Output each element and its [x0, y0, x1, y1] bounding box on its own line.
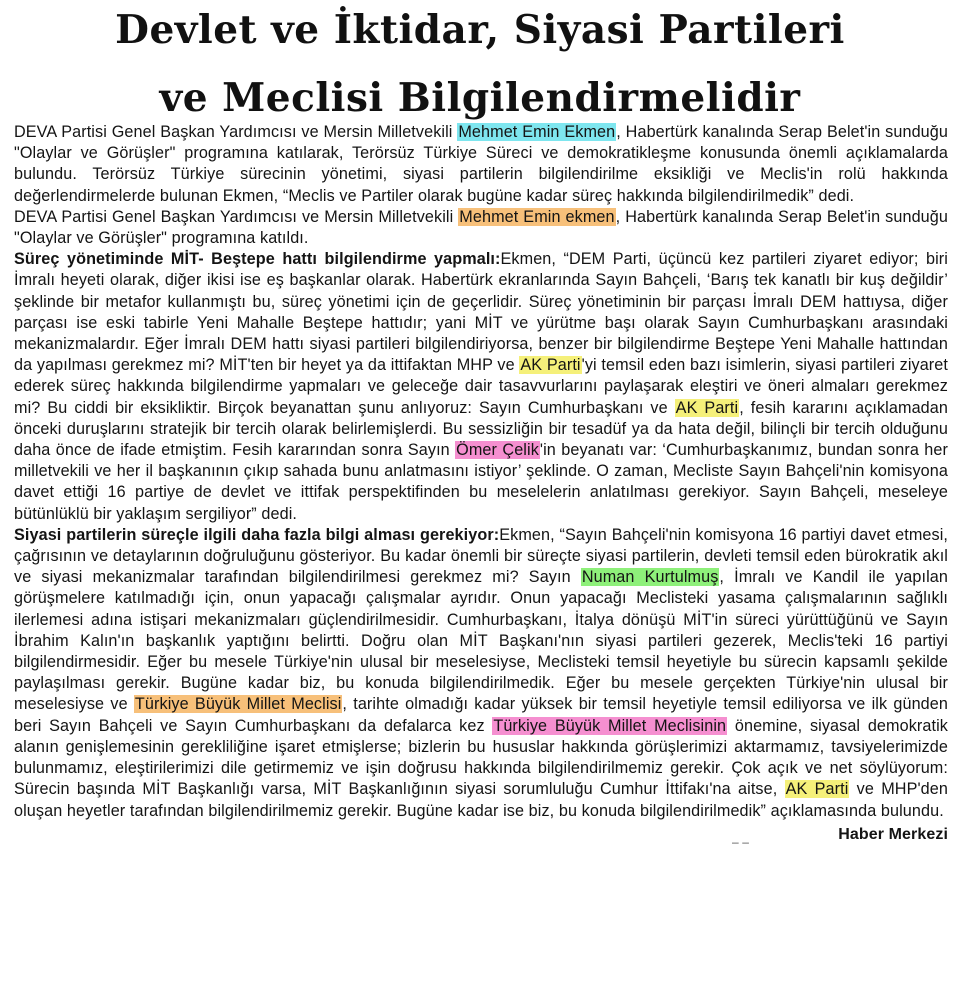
text-run: Ekmen, “Sayın Bahçeli'nin komisyona 16 partiyi davet etmesi, çağrısının ve detaylarının doğruluğunu gösteriyor. Bu kadar önemli bir süreçte siyasi partilerin, devleti temsil eden bürokratik akıl ve siyasi mekanizmalar tarafından bilgilendirilmesi gerekmez mi? Sayın — [14, 525, 948, 587]
text-run: DEVA Partisi Genel Başkan Yardımcısı ve Mersin Milletvekili — [14, 123, 458, 141]
section-heading: Süreç yönetiminde MİT- Beştepe hattı bilgilendirme yapmalı: — [14, 250, 501, 269]
text-run: Ekmen, “DEM Parti, üçüncü kez partileri ziyaret ediyor; biri İmralı heyeti olarak, diğer ikisi ise eş başkanlar olarak. Habertürk ekranlarında Sayın Bahçeli, ‘Barış tek kanatlı bir kuş değildir’ şeklinde bir metafor kullanmıştı bu, süreç yönetimi için de geçerlidir. Süreç yönetiminin bir parçası İmralı DEM hattıysa, diğer parçası ise eski tabirle Yeni Mahalle Beştepe hattıdır; yani MİT ve yürütme başı olarak Sayın Cumhurbaşkanı arasındaki mekanizmalardır. Eğer İmralı DEM hattı siyasi partileri bilgilendiriyorsa, benzer bir bilgilendirme Beştepe Yeni Mahalle hattından da yapılması gerekmez mi? MİT'ten bir heyet ya da ittifaktan MHP ve — [14, 250, 948, 375]
byline-row — [14, 822, 948, 849]
text-run: DEVA Partisi Genel Başkan Yardımcısı ve Mersin Milletvekili — [14, 207, 459, 226]
separator-dash: – – — [732, 834, 749, 849]
text-run: önemine, siyasal demokratik alanın genişlemesinin gerekliliğine işaret etmişlerse; bizlerin bu hususlar hakkında görüşlerimizi aktarmamız, tavsiyelerimizde bulunmamız, eleştirilerimizi dile getirmemiz ve işin doğrusu hakkında bilgilendirilmemiz gerekir. Çok açık ve net söylüyorum: Sürecin başında MİT Başkanlığı varsa, MİT Başkanlığının siyasi sorumluluğu Cumhur İttifakı'na aitse, — [14, 716, 948, 799]
text-run: 'yi temsil eden bazı isimlerin, siyasi partileri ziyaret ederek süreç hakkında bilgilendirme yapmaları ve geleceğe dair tasavvurlarını paylaşarak eleştiri ve öneri almaları gerekmez mi? Bu ciddi bir eksikliktir. Birçok beyanattan şunu anlıyoruz: Sayın Cumhurbaşkanı ve — [14, 356, 948, 417]
highlight-institution: Türkiye Büyük Millet Meclisi — [134, 695, 342, 714]
text-run: , tarihte olmadığı kadar yüksek bir temsil heyetiyle temsil ediliyorsa ve ilk günden beri Sayın Bahçeli ve Sayın Cumhurbaşkanı da defalarca kez — [14, 695, 948, 735]
text-run: , fesih kararını açıklamadan önceki duruşlarını stratejik bir tercih olarak belirlemişlerdi. Bu sessizliğin bir tesadüf ya da hata değil, bilinçli bir tercih olduğunu daha önce de ifade etmiştim. Fesih kararından sonra Sayın — [14, 398, 948, 460]
paragraph-3 — [14, 249, 948, 525]
highlight-party: AK Parti — [785, 780, 849, 799]
text-run: , Habertürk kanalında Serap Belet'in sunduğu "Olaylar ve Görüşler" programına katıldı. — [14, 207, 948, 248]
text-run: , İmralı ve Kandil ile yapılan görüşmelere katılmadığı için, onun yapacağı çalışmalar ayrıdır. Onun yapacağı Meclisteki yasama çalışmalarının sağlıklı ilerlemesi adına istişari mekanizmaları güçlendirilmesidir. Cumhurbaşkanı, İtalya dönüşü MİT'in süreci yürüttüğünü ve Sayın İbrahim Kalın'ın başkanlık yaptığını belirtti. Doğru olan MİT Başkanı'nın siyasi partileri gezerek, Meclis'teki 16 partiyi bilgilendirmesidir. Eğer bu mesele Türkiye'nin ulusal bir meselesiyse, Meclisteki temsil heyetiyle bu sürecin kapsamlı şekilde paylaşılması gerekir. Bugüne kadar biz, bu konuda bilgilendirilmedik. Eğer bu mesele gerçekten Türkiye'nin ulusal bir meselesiyse ve — [14, 568, 948, 714]
text-run: , Habertürk kanalında Serap Belet'in sunduğu "Olaylar ve Görüşler" programına katılarak, Terörsüz Türkiye Süreci ve demokratikleşme konusunda önemli açıklamalarda bulundu. Terörsüz Türkiye sürecinin yönetimi, siyasi partilerin bilgilendirilme eksikliği ve Meclis'in rolü hakkında değerlendirmelerde bulunan Ekmen, “Meclis ve Partiler olarak bugüne kadar süreç hakkında bilgilendirilmedik” dedi. — [14, 123, 948, 205]
article-body — [14, 122, 948, 849]
highlight-institution: Türkiye Büyük Millet Meclisinin — [493, 716, 727, 735]
highlight-party: AK Parti — [675, 398, 739, 417]
paragraph-1 — [14, 122, 948, 207]
headline-line-2: ve Meclisi Bilgilendirmelidir — [159, 75, 801, 121]
highlight-name: Mehmet Emin ekmen — [459, 207, 615, 226]
section-heading: Siyasi partilerin süreçle ilgili daha fazla bilgi alması gerekiyor: — [14, 525, 500, 544]
highlight-name: Ömer Çelik — [456, 441, 539, 460]
headline-line-1: Devlet ve İktidar, Siyasi Partileri — [115, 7, 845, 53]
paragraph-2 — [14, 207, 948, 249]
text-run: 'in beyanatı var: ‘Cumhurbaşkanımız, bundan sonra her milletvekili ve her il başkanının çıkıp sahada bunu anlatmasını istiyor’ şeklinde. O zaman, Mecliste Sayın Bahçeli'nin komisyona davet ettiği 16 partiye de devlet ve ittifak perspektifinden bu meselelerin anlatılması gerekiyor. Sayın Bahçeli, meseleye bütünlüklü bir yaklaşım sergiliyor” dedi. — [14, 441, 948, 523]
highlight-name: Mehmet Emin Ekmen — [458, 123, 616, 141]
byline: Haber Merkezi — [838, 825, 948, 843]
highlight-party: AK Parti — [520, 356, 581, 375]
text-run: ve MHP'den oluşan heyetler tarafından bilgilendirilmemiz gerekir. Bugüne kadar ise biz, bu konuda bilgilendirilmedik” açıklamasında bulundu. — [14, 780, 948, 820]
headline — [0, 0, 960, 128]
highlight-name: Numan Kurtulmuş — [581, 568, 719, 587]
paragraph-4 — [14, 525, 948, 822]
